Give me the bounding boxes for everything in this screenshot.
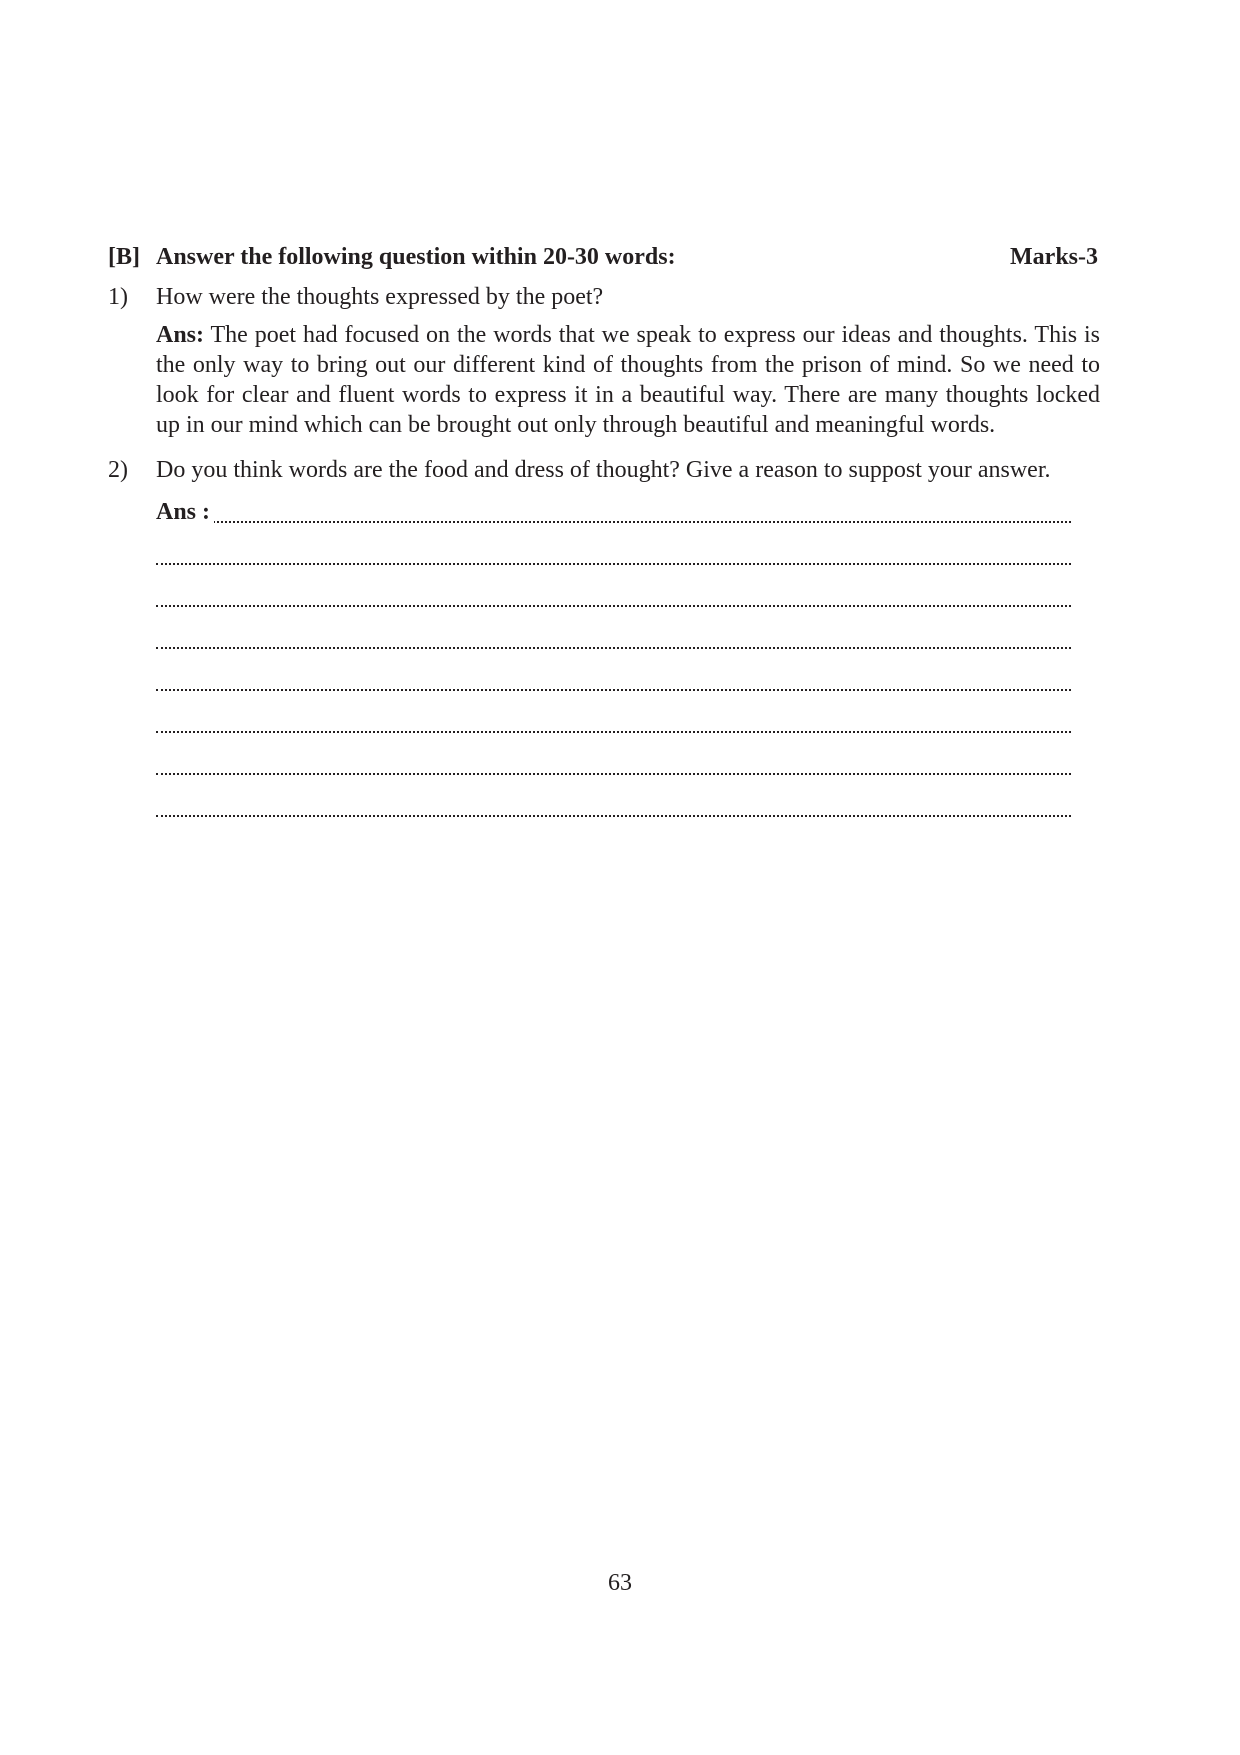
section-tag: [B] [108, 244, 140, 270]
question-number: 2) [108, 457, 128, 483]
answer-line[interactable] [156, 663, 1071, 705]
section-marks: Marks-3 [1010, 244, 1098, 270]
answer-label: Ans : [156, 499, 214, 525]
dotted-line [156, 647, 1071, 649]
answer-line[interactable] [156, 705, 1071, 747]
dotted-line [156, 563, 1071, 565]
answer-line[interactable] [156, 747, 1071, 789]
question-text: How were the thoughts expressed by the poet? [156, 284, 604, 310]
answer-text: The poet had focused on the words that we speak to express our ideas and thoughts. This is the only way to bring out our different kind of thoughts from the prison of mind. So we need to look for clear and fluent words to express it in a beautiful way. There are many thoughts locked up in our mind which can be brought out only through beautiful and meaningful words. [156, 322, 1100, 438]
question-number: 1) [108, 284, 128, 310]
answer-line[interactable] [156, 789, 1071, 831]
answer-line[interactable] [156, 537, 1071, 579]
question-text: Do you think words are the food and dress of thought? Give a reason to suppost your answer. [156, 457, 1051, 483]
answer-1 [156, 320, 1100, 440]
dotted-line [156, 731, 1071, 733]
answer-line[interactable] [156, 621, 1071, 663]
section-title: Answer the following question within 20-30 words: [156, 244, 676, 270]
dotted-line [156, 815, 1071, 817]
answer-2-blank-lines [156, 495, 1071, 831]
section-header [108, 240, 1098, 274]
dotted-line [156, 605, 1071, 607]
answer-label: Ans: [156, 322, 205, 348]
answer-line[interactable] [156, 495, 1071, 537]
answer-line[interactable] [156, 579, 1071, 621]
page-number: 63 [608, 1570, 632, 1596]
dotted-line [156, 689, 1071, 691]
dotted-line [156, 773, 1071, 775]
dotted-line [156, 521, 1071, 523]
